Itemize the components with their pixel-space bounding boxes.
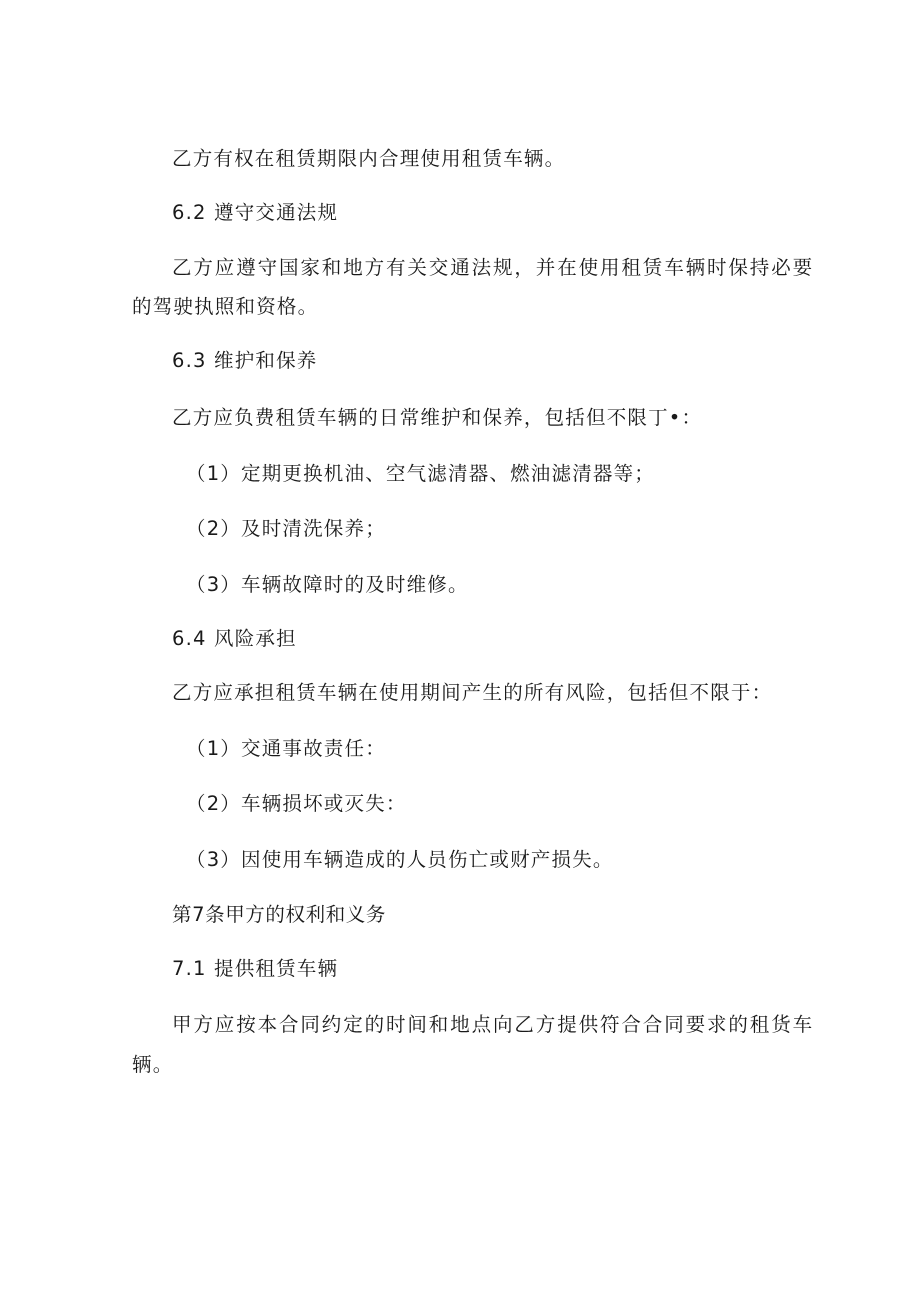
- article-heading-7: 第7条甲方的权利和义务: [172, 903, 387, 926]
- section-heading-6-3: 6.3 维护和保养: [172, 349, 318, 372]
- paragraph-traffic-rules-line2: 的驾驶执照和资格。: [132, 295, 319, 318]
- paragraph-provide-vehicle-line1: 甲方应按本合同约定的时间和地点向乙方提供符合合同要求的租货车: [172, 1013, 815, 1036]
- paragraph-traffic-rules-line1: 乙方应遵守国家和地方有关交通法规，并在使用租赁车辆时保持必要: [172, 256, 815, 279]
- paragraph-usage-right: 乙方有权在租赁期限内合理使用租赁车辆。: [172, 147, 566, 170]
- list-item-maintenance-3: （3）车辆故障时的及时维修。: [186, 573, 469, 596]
- section-heading-6-4: 6.4 风险承担: [172, 627, 297, 650]
- paragraph-maintenance: 乙方应负费租赁车辆的日常维护和保养，包括但不限丁•：: [172, 406, 703, 429]
- paragraph-risk: 乙方应承担租赁车辆在使用期间产生的所有风险，包括但不限于：: [172, 681, 773, 704]
- list-item-maintenance-2: （2）及时清洗保养；: [186, 517, 386, 540]
- list-item-risk-2: （2）车辆损坏或灭失：: [186, 792, 407, 815]
- list-item-risk-3: （3）因使用车辆造成的人员伤亡或财产损失。: [186, 848, 614, 871]
- section-heading-7-1: 7.1 提供租赁车辆: [172, 957, 339, 980]
- list-item-risk-1: （1）交通事故责任：: [186, 737, 386, 760]
- section-heading-6-2: 6.2 遵守交通法规: [172, 201, 339, 224]
- paragraph-provide-vehicle-line2: 辆。: [132, 1053, 174, 1076]
- list-item-maintenance-1: （1）定期更换机油、空气滤清器、燃油滤清器等；: [186, 462, 656, 485]
